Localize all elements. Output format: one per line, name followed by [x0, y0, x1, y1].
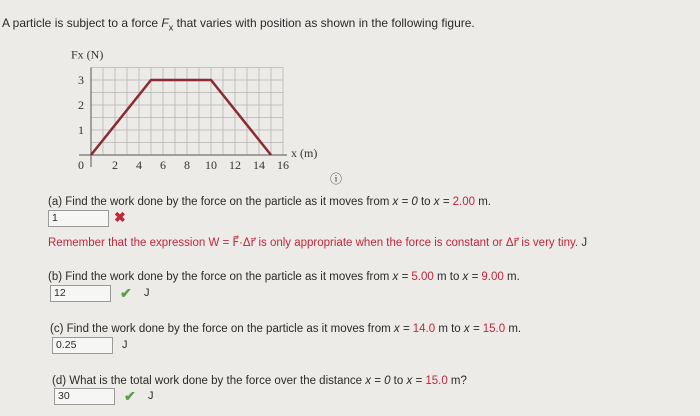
part-b-question: (b) Find the work done by the force on the particle as it moves from x = 5.00 m to x = 9.00 m.	[48, 271, 520, 283]
correct-icon: ✔	[120, 285, 132, 301]
part-a-question: (a) Find the work done by the force on the particle as it moves from x = 0 to x = 2.00 m.	[48, 196, 492, 208]
problem-statement: A particle is subject to a force $F_x$ that varies with position as shown in the following figure.	[2, 16, 475, 33]
x-tick-label: 6	[160, 158, 166, 172]
info-icon[interactable]: ⓘ	[330, 172, 343, 186]
x-tick-label: 2	[112, 158, 118, 172]
x-tick-label: 8	[184, 158, 190, 172]
unit-label: J	[122, 339, 128, 351]
part-b-answer-input[interactable]: 12	[50, 285, 111, 302]
x-tick-label: 14	[253, 158, 265, 172]
incorrect-icon: ✖	[114, 209, 126, 225]
part-c-answer-input[interactable]: 0.25	[52, 337, 113, 354]
part-c-question: (c) Find the work done by the force on the particle as it moves from x = 14.0 m to x = 15.0 m.	[50, 323, 522, 335]
unit-label: J	[148, 390, 154, 402]
part-a-feedback: Remember that the expression W = F⃗·Δr⃗ is only appropriate when the force is constant or Δr⃗ is very tiny. J	[48, 237, 588, 249]
x-tick-label: 16	[277, 158, 289, 172]
y-axis-label: Fx (N)	[71, 47, 104, 62]
y-tick-label: 3	[78, 73, 84, 87]
x-tick-label: 0	[78, 158, 84, 172]
part-d-question: (d) What is the total work done by the force over the distance x = 0 to x = 15.0 m?	[52, 375, 467, 387]
x-axis-label: x (m)	[291, 146, 318, 160]
force-position-chart	[0, 40, 343, 186]
y-tick-label: 2	[78, 98, 84, 112]
y-tick-label: 1	[78, 123, 84, 137]
correct-icon: ✔	[124, 388, 136, 404]
x-tick-label: 4	[136, 158, 142, 172]
part-d-answer-input[interactable]: 30	[54, 388, 115, 405]
x-tick-label: 12	[229, 158, 241, 172]
x-tick-label: 10	[205, 158, 217, 172]
part-a-answer-input[interactable]: 1	[48, 210, 109, 227]
unit-label: J	[144, 287, 150, 299]
